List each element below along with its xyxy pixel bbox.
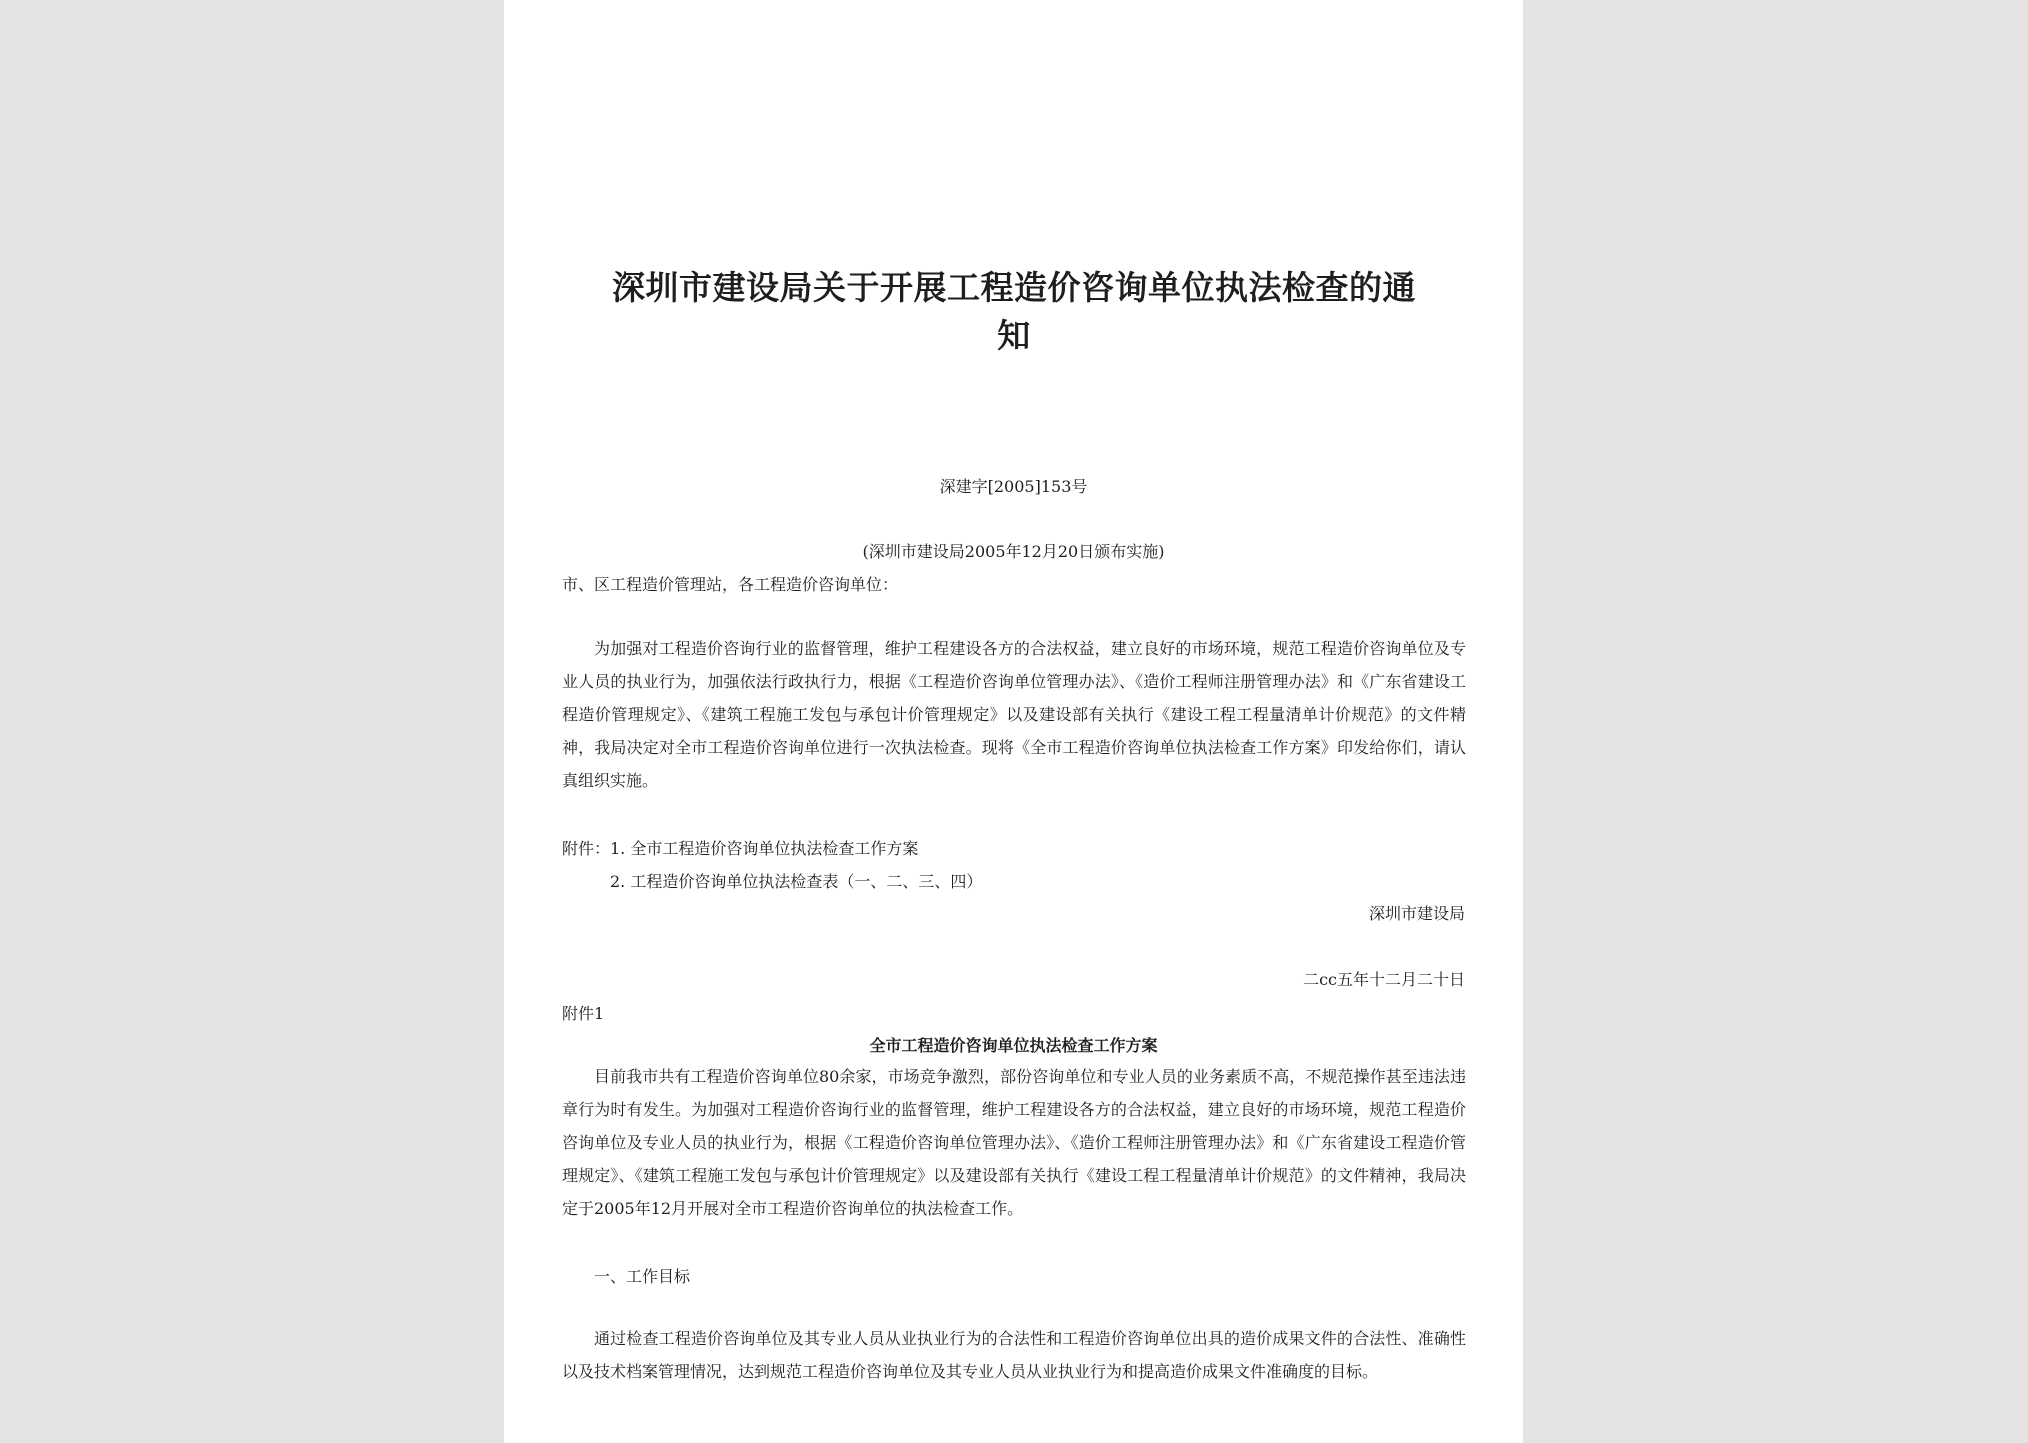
signature: 深圳市建设局: [1368, 904, 1465, 923]
issue-note: (深圳市建设局2005年12月20日颁布实施): [862, 542, 1165, 561]
appendix-title: 全市工程造价咨询单位执法检查工作方案: [869, 1036, 1158, 1055]
document-number: 深建字[2005]153号: [939, 477, 1088, 496]
attachments-line-2: 2. 工程造价咨询单位执法检查表（一、二、三、四）: [610, 872, 983, 891]
intro-paragraph: 为加强对工程造价咨询行业的监督管理，维护工程建设各方的合法权益，建立良好的市场环境，规范工程造价咨询单位及专业人员的执业行为，加强依法行政执行力，根据《工程造价咨询单位管理办法》、《造价工程师注册管理办法》和《广东省建设工程造价管理规定》、《建筑工程施工发包与承包计价管理规定》以及建设部有关执行《建设工程工程量清单计价规范》的文件精神，我局决定对全市工程造价咨询单位进行一次执法检查。现将《全市工程造价咨询单位执法检查工作方案》印发给你们，请认真组织实施。: [562, 639, 1466, 790]
section-1-paragraph: 通过检查工程造价咨询单位及其专业人员从业执业行为的合法性和工程造价咨询单位出具的造价成果文件的合法性、准确性以及技术档案管理情况，达到规范工程造价咨询单位及其专业人员从业执业行为和提高造价成果文件准确度的目标。: [562, 1329, 1466, 1381]
appendix-paragraph: 目前我市共有工程造价咨询单位80余家，市场竞争激烈，部份咨询单位和专业人员的业务素质不高，不规范操作甚至违法违章行为时有发生。为加强对工程造价咨询行业的监督管理，维护工程建设各方的合法权益，建立良好的市场环境，规范工程造价咨询单位及专业人员的执业行为，根据《工程造价咨询单位管理办法》、《造价工程师注册管理办法》和《广东省建设工程造价管理规定》、《建筑工程施工发包与承包计价管理规定》以及建设部有关执行《建设工程工程量清单计价规范》的文件精神，我局决定于2005年12月开展对全市工程造价咨询单位的执法检查工作。: [562, 1067, 1466, 1218]
document-title-line-1: 深圳市建设局关于开展工程造价咨询单位执法检查的通: [612, 268, 1416, 307]
addressee: 市、区工程造价管理站，各工程造价咨询单位：: [562, 575, 899, 594]
attachments-line-1: 附件：1. 全市工程造价咨询单位执法检查工作方案: [562, 839, 919, 858]
document-page: [504, 0, 1523, 1443]
section-1-heading: 一、工作目标: [594, 1267, 691, 1286]
document-title-line-2: 知: [997, 316, 1031, 355]
issue-date: 二cc五年十二月二十日: [1303, 970, 1465, 989]
appendix-label: 附件1: [562, 1004, 605, 1023]
